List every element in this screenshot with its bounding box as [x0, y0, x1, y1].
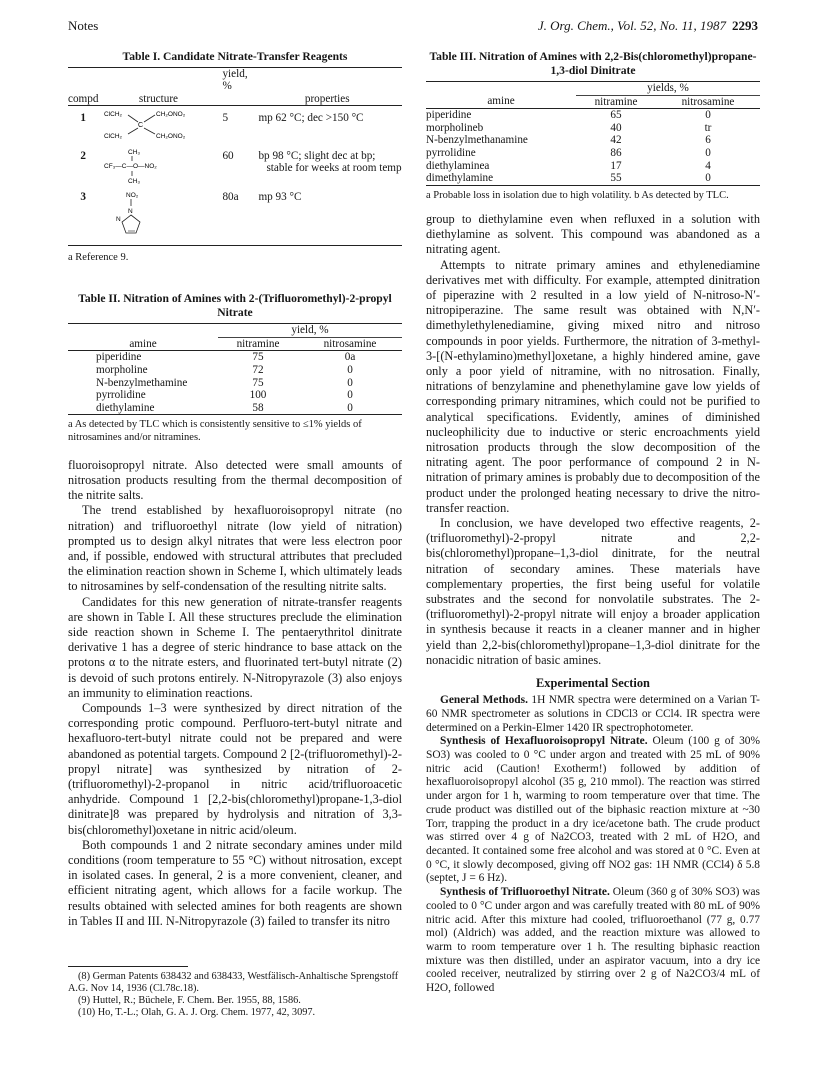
- table1-footnote: a Reference 9.: [68, 251, 129, 263]
- table2-caption: Table II. Nitration of Amines with 2-(Trifluoromethyl)-2-propyl Nitrate: [78, 292, 392, 320]
- table1-row: 2 CH₃ CF₃—C—O—NO₂ CH₃ 60 bp 98 °C; slight dec at bp; stable for weeks at room temp: [68, 146, 402, 190]
- body-paragraph: Attempts to nitrate primary amines and ethylenediamine derivatives met with difficulty. For example, attempted dinitration of piperazine with 2 resulted in a low yield of N-nitroso-N′-nitropiperazine. The same result was obtained with N,N′-dimethylethylenediamine, giving mixed nitro and nitroso compounds in poor yields. Furthermore, the nitration of 3-methyl-3-[(N-ethylamino)methyl]oxetane, a highly hindered amine, gave only a poor yield of nitramine, with no nitrosation. Finally, nitrations of benzylamine and phenethylamine gave low yields of corresponding primary nitramines, which could not be purified to analytical specifications. Evidently, amines of diminished nucleophilicity due to inductive or steric encroachments yield nitrosation products through the slow decomposition of the nitrating agent. The poor performance of compound 2 in N-nitration of primary amines is probably due to decomposition of the product under the prolonged heating necessary to drive the nitro-transfer reaction.: [426, 257, 760, 515]
- table2: [68, 323, 402, 415]
- table3-col-nitramine: nitramine: [594, 95, 638, 108]
- table-row: piperidine 65 0: [426, 109, 711, 122]
- structure-2: [98, 146, 218, 190]
- section-label: Notes: [68, 18, 99, 33]
- structure-1: [98, 106, 218, 146]
- body-paragraph: fluoroisopropyl nitrate. Also detected were small amounts of nitrosation products resulting from the thermal decomposition of the nitrite salts.: [68, 457, 402, 503]
- table2-footnote: a As detected by TLC which is consistently sensitive to ≤1% yields of nitrosamines and/or nitramines.: [68, 419, 362, 443]
- body-paragraph: Both compounds 1 and 2 nitrate secondary amines under mild conditions (room temperature to 55 °C) without nitrosation, except in isolated cases. In general, 2 is a more convenient, cleaner, and efficient nitrating agent, which allows for a facile workup. The results obtained with selected amines for both reagents are shown in Tables II and III. N-Nitropyrazole (3) failed to transfer its nitro: [68, 837, 402, 928]
- table3-col-amine: amine: [487, 95, 515, 108]
- svg-text:CH₃: CH₃: [128, 148, 141, 156]
- svg-text:ClCH₂: ClCH₂: [104, 133, 123, 141]
- experimental-heading: Experimental Section: [536, 676, 650, 691]
- body-paragraph: Compounds 1–3 were synthesized by direct nitration of the corresponding protic compound. Perfluoro-tert-butyl nitrate and hexafluoro-tert-butyl nitrate could not be prepared and were abandoned as potential targets. Compound 2 [2-(trifluoromethyl)-2-propyl nitrate] was synthesized by nitration of 2-(trifluoromethyl)-2-propanol in nitric acid/trifluoroacetic anhydride. Compound 1 [2,2-bis(chloromethyl)propane-1,3-diol dinitrate]8 was prepared by hydrolysis and nitration of 3,3-bis(chloromethyl)oxetane in nitric acid/oleum.: [68, 700, 402, 837]
- table1-col-structure: structure: [138, 92, 179, 105]
- body-paragraph: In conclusion, we have developed two effective reagents, 2-(trifluoromethyl)-2-propyl nitrate and 2,2-bis(chloromethyl)propane–1,3-diol dinitrate, for the neutral nitration of secondary amines. These materials have complementary properties, the first being useful for volatile substrates and the second for nonvolatile substrates. The 2-(trifluoromethyl)-2-propyl nitrate will enjoy a broader application in synthesis because it reacts in a cleaner manner and in higher yield than 2,2-bis(chloromethyl)propane–1,3-diol dinitrate for the nonacidic nitration of basic amines.: [426, 516, 760, 667]
- body-paragraph: Candidates for this new generation of nitrate-transfer reagents are shown in Table I. All these structures preclude the elimination side reaction shown in Scheme I. The pentaerythritol dinitrate derivative 1 has a degree of steric hindrance to base attack on the protons α to the nitrate esters, and fluorinated tert-butyl nitrate (2) is devoid of such protons entirely. N-Nitropyrazole (3) also enjoys an immunity to elimination reactions.: [68, 594, 402, 700]
- table-row: pyrrolidine 100 0: [96, 389, 353, 402]
- svg-text:CF₃—C—O—NO₂: CF₃—C—O—NO₂: [104, 162, 158, 170]
- structure-3-drawing: [98, 189, 216, 241]
- table3-footnote: a Probable loss in isolation due to high volatility. b As detected by TLC.: [426, 189, 729, 201]
- svg-text:C: C: [138, 122, 144, 130]
- page-number: 2293: [732, 18, 758, 33]
- svg-text:CH₃: CH₃: [128, 177, 141, 185]
- experimental-paragraph: Synthesis of Trifluoroethyl Nitrate. Oleum (360 g of 30% SO3) was cooled to 0 °C under argon and was carefully treated with 80 mL of 90% nitric acid. After this mixture had cooled, trifluoroethanol (77 g, 0.77 mol) (Aldrich) was added, and the reaction mixture was allowed to warm to room temperature over 1 h. The resulting biphasic reaction mixture was then distilled, under an aspirator vacuum, into a dry ice cooled receiver, neutralized by stirring over 2 g of Na2CO3/4 mL of H2O, followed: [426, 886, 760, 995]
- table-row: piperidine 75 0a: [96, 351, 356, 364]
- table1-caption: Table I. Candidate Nitrate-Transfer Reagents: [122, 50, 348, 63]
- table1-col-yield: yield, %: [222, 68, 248, 92]
- right-column: [426, 46, 760, 996]
- table1-row: 3 NO₂ N N 80a mp 93 °C: [68, 189, 402, 245]
- table-row: diethylamine 58 0: [68, 402, 402, 415]
- table1: [68, 67, 402, 246]
- journal-name: J. Org. Chem., Vol. 52, No. 11, 1987: [537, 18, 726, 33]
- experimental-paragraph: General Methods. 1H NMR spectra were determined on a Varian T-60 NMR spectrometer as solutions in CDCl3 or CCl4. IR spectra were determined on a Perkin-Elmer 1420 IR spectrophotometer.: [426, 694, 760, 734]
- table2-col-nitramine: nitramine: [236, 337, 280, 350]
- table-row: N-benzylmethamine 75 0: [96, 376, 353, 389]
- structure-2-drawing: [98, 146, 216, 186]
- experimental-paragraph: Synthesis of Hexafluoroisopropyl Nitrate. Oleum (100 g of 30% SO3) was cooled to 0 °C under argon and treated with 25 mL of 90% nitric acid (Caution! Exotherm!) followed by addition of hexafluoroisopropyl alcohol (35 g, 210 mmol). The reaction was stirred under argon for 1 h, warming to room temperature over that time. The crude product was distilled out of the biphasic reaction mixture at ~30 Torr, trapping the product in a dry ice/acetone bath. The crude product was stirred over 4 g of Na2CO3, treated with 2 mL of H2O, and decanted. It contained some free alcohol and was stored at 0 °C. Even at 0 °C, it slowly decomposed, giving off NO2 gas: 1H NMR (CCl4) δ 5.8 (septet, J = 6 Hz).: [426, 735, 760, 885]
- table3-group-header: yields, %: [576, 82, 760, 96]
- table-row: pyrrolidine 86 0: [426, 146, 711, 159]
- table2-col-amine: amine: [129, 337, 157, 350]
- table1-row: 1 ClCH₂ CH₂ONO₂ C ClCH₂ CH₂ONO₂ 5 mp 62 °C; dec >150 °C: [68, 106, 402, 146]
- table3: [426, 81, 760, 186]
- reference-item: (10) Ho, T.-L.; Olah, G. A. J. Org. Chem. 1977, 42, 3097.: [78, 1007, 316, 1018]
- svg-text:N: N: [128, 208, 134, 216]
- structure-1-drawing: [98, 106, 216, 142]
- svg-text:CH₂ONO₂: CH₂ONO₂: [156, 133, 186, 141]
- table2-col-nitrosamine: nitrosamine: [323, 337, 377, 350]
- body-paragraph: The trend established by hexafluoroisopropyl nitrate (no nitration) and trifluoroethyl nitrate (low yield of nitration) prompted us to design alkyl nitrates that were less electron poor and, if possible, endowed with structural attributes that precluded the elimination reaction shown in Scheme I, which ultimately leads to nitrosamines by self-condensation of the resulting nitrite salts.: [68, 503, 402, 594]
- table-row: diethylaminea 17 4: [426, 159, 711, 172]
- table-row: N-benzylmethanamine 42 6: [426, 134, 711, 147]
- left-column: [68, 46, 402, 929]
- table1-col-properties: properties: [304, 92, 350, 105]
- table-row: dimethylamine 55 0: [426, 172, 760, 185]
- body-paragraph: group to diethylamine even when refluxed in a solution with diethylamine as solvent. This compound was abandoned as a nitrating agent.: [426, 211, 760, 257]
- table-row: morpholine 72 0: [96, 363, 353, 376]
- references: [68, 966, 402, 1019]
- journal-citation: [538, 18, 758, 34]
- table3-caption: Table III. Nitration of Amines with 2,2-Bis(chloromethyl)propane-1,3-diol Dinitrate: [429, 50, 757, 77]
- table1-col-compd: compd: [68, 92, 99, 105]
- reference-item: (8) German Patents 638432 and 638433, Westfälisch-Anhaltische Sprengstoff A.G. Nov 14, 1936 (Cl.78c.18).: [68, 971, 399, 994]
- svg-text:NO₂: NO₂: [126, 192, 139, 200]
- svg-text:N: N: [116, 216, 122, 224]
- svg-text:CH₂ONO₂: CH₂ONO₂: [156, 111, 186, 119]
- table2-group-header: yield, %: [218, 324, 402, 338]
- svg-text:ClCH₂: ClCH₂: [104, 111, 123, 119]
- table3-col-nitrosamine: nitrosamine: [681, 95, 735, 108]
- reference-item: (9) Huttel, R.; Büchele, F. Chem. Ber. 1955, 88, 1586.: [78, 995, 301, 1006]
- table-row: morpholineb 40 tr: [426, 121, 712, 134]
- running-header: [68, 18, 758, 38]
- structure-3: [98, 189, 218, 245]
